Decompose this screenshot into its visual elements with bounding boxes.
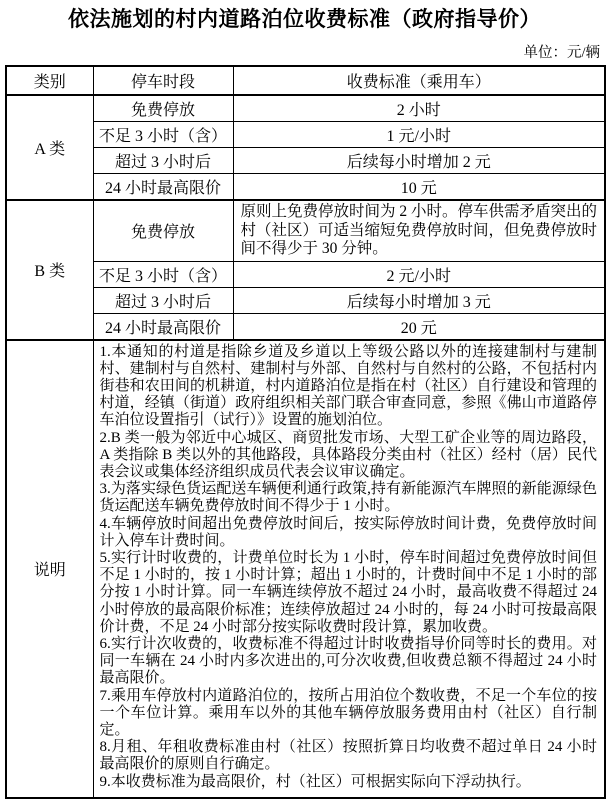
standard-cell: 后续每小时增加 3 元	[233, 287, 605, 313]
table-row	[6, 174, 605, 201]
header-category: 类别	[6, 66, 93, 95]
notes-cell	[93, 340, 605, 798]
table-row	[6, 148, 605, 174]
note-item: 7.乘用车停放村内道路泊位的，按所占用泊位个数收费，不足一个车位的按一个车位计算。乘用车以外的其他车辆停放服务费用由村（社区）自行制定。	[99, 687, 597, 738]
note-item: 3.为落实绿色货运配送车辆便利通行政策,持有新能源汽车牌照的新能源绿色货运配送车辆免费停放时间不得少于 1 小时。	[99, 481, 597, 515]
period-cell: 超过 3 小时后	[93, 287, 233, 313]
period-cell: 不足 3 小时（含）	[93, 122, 233, 148]
category-b-cell: B 类	[6, 200, 93, 340]
table-row	[6, 200, 605, 261]
note-item: 8.月租、年租收费标准由村（社区）按照折算日均收费不超过单日 24 小时最高限价的原则自行确定。	[99, 739, 597, 773]
notes-label-cell: 说明	[6, 340, 93, 798]
note-item: 4.车辆停放时间超出免费停放时间后，按实际停放时间计费，免费停放时间计入停车计费时间。	[99, 515, 597, 549]
standard-cell: 2 元/小时	[233, 261, 605, 287]
period-cell: 不足 3 小时（含）	[93, 261, 233, 287]
category-a-cell: A 类	[6, 95, 93, 200]
page-title: 依法施划的村内道路泊位收费标准（政府指导价）	[68, 7, 541, 31]
table-row	[6, 122, 605, 148]
period-cell: 24 小时最高限价	[93, 313, 233, 340]
unit-label: 单位：元/辆	[523, 45, 600, 61]
note-item: 1.本通知的村道是指除乡道及乡道以上等级公路以外的连接建制村与建制村、建制村与自然村、建制村与外部、自然村与自然村的公路，不包括村内街巷和农田间的机耕道，村内道路泊位是指在村（社区）自行建设和管理的村道，经镇（街道）政府组织相关部门联合审查同意，参照《佛山市道路停车泊位设置指引（试行）》设置的施划泊位。	[99, 343, 597, 429]
header-standard: 收费标准（乘用车）	[233, 66, 605, 95]
fee-table	[5, 65, 606, 799]
table-row	[6, 313, 605, 340]
standard-cell: 1 元/小时	[233, 122, 605, 148]
standard-cell: 后续每小时增加 2 元	[233, 148, 605, 174]
table-row	[6, 287, 605, 313]
notes-row	[6, 340, 605, 798]
table-header-row	[6, 66, 605, 95]
standard-cell: 10 元	[233, 174, 605, 201]
period-cell: 超过 3 小时后	[93, 148, 233, 174]
table-row	[6, 261, 605, 287]
note-item: 2.B 类一般为邻近中心城区、商贸批发市场、大型工矿企业等的周边路段，A 类指除 B 类以外的其他路段，具体路段分类由村（社区）经村（居）民代表会议或集体经济组织成员代表会议审议确定。	[99, 429, 597, 480]
period-cell: 免费停放	[93, 95, 233, 122]
standard-cell: 2 小时	[233, 95, 605, 122]
standard-cell: 原则上免费停放时间为 2 小时。停车供需矛盾突出的村（社区）可适当缩短免费停放时间，但免费停放时间不得少于 30 分钟。	[233, 200, 605, 261]
standard-cell: 20 元	[233, 313, 605, 340]
period-cell: 免费停放	[93, 200, 233, 261]
header-period: 停车时段	[93, 66, 233, 95]
table-row	[6, 95, 605, 122]
note-item: 9.本收费标准为最高限价，村（社区）可根据实际向下浮动执行。	[99, 773, 531, 790]
note-item: 5.实行计时收费的，计费单位时长为 1 小时，停车时间超过免费停放时间但不足 1 小时的，按 1 小时计算；超出 1 小时的，计费时间中不足 1 小时的部分按 1 小时计算。同一车辆连续停放不超过 24 小时，最高收费不得超过 24 小时停放的最高限价标准；连续停放超过 24 小时的，每 24 小时可按最高限价计费，不足 24 小时部分按实际收费时段计算，累加收费。	[99, 549, 597, 635]
note-item: 6.实行计次收费的，收费标准不得超过计时收费指导价同等时长的费用。对同一车辆在 24 小时内多次进出的,可分次收费,但收费总额不得超过 24 小时最高限价。	[99, 635, 597, 687]
period-cell: 24 小时最高限价	[93, 174, 233, 201]
